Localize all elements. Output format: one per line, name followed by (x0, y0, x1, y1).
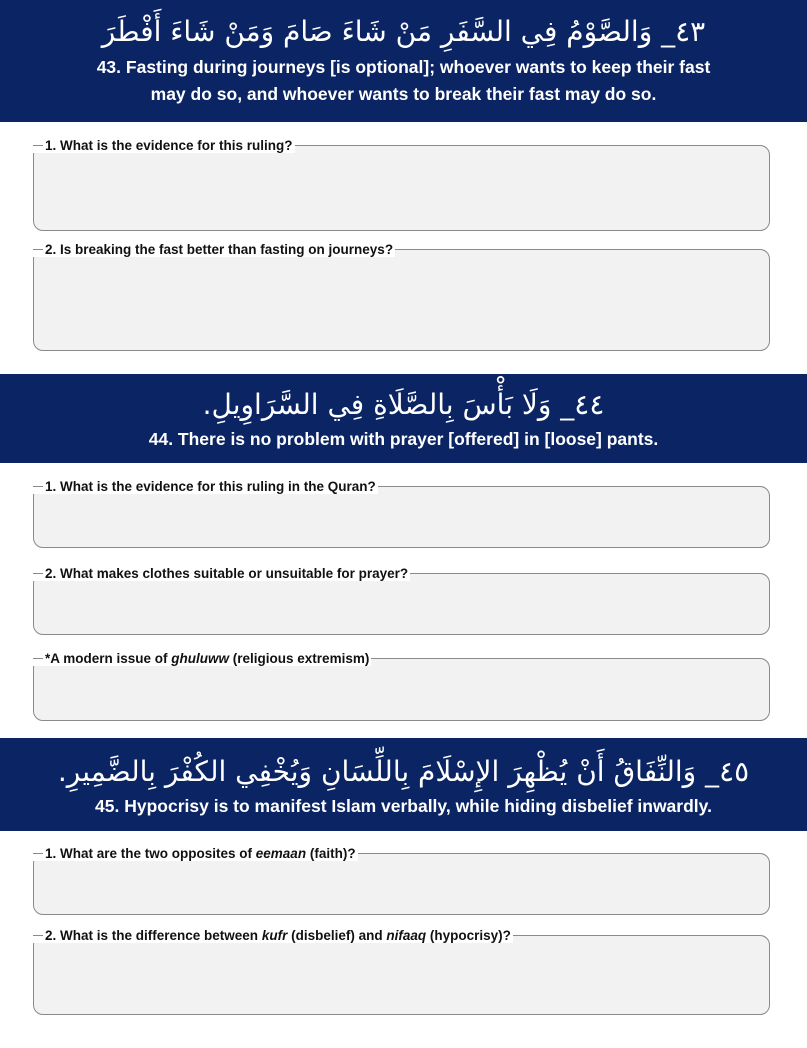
question-text: 2. What makes clothes suitable or unsuitable for prayer? (45, 565, 409, 581)
question-label (34, 650, 769, 666)
question-text: (disbelief) and (287, 927, 387, 943)
arabic-heading: ٤٤_ وَلَا بَأْسَ بِالصَّلَاةِ فِي السَّرَاوِيلِ. (202, 388, 605, 421)
english-heading-line-1: 43. Fasting during journeys [is optional]; whoever wants to keep their fast (96, 57, 711, 77)
english-heading-line-1: 44. There is no problem with prayer [offered] in [loose] pants. (148, 429, 659, 449)
question-label (34, 137, 769, 153)
section-45-banner (0, 738, 807, 831)
question-text: 1. What is the evidence for this ruling in the Quran? (45, 478, 376, 494)
question-text: (faith)? (306, 845, 356, 861)
question-label (34, 565, 769, 581)
answer-box[interactable] (33, 845, 770, 915)
arabic-heading: ٤٣_ وَالصَّوْمُ فِي السَّفَرِ مَنْ شَاءَ صَامَ وَمَنْ شَاءَ أَفْطَرَ (101, 15, 706, 48)
question-label (34, 845, 769, 861)
answer-box[interactable] (33, 241, 770, 351)
english-heading-line-2: may do so, and whoever wants to break their fast may do so. (150, 84, 657, 104)
section-43-banner (0, 0, 807, 122)
question-text: 2. Is breaking the fast better than fasting on journeys? (45, 241, 394, 257)
answer-box[interactable] (33, 650, 770, 721)
question-term: nifaaq (386, 927, 427, 943)
question-term: kufr (261, 927, 288, 943)
label-rule (378, 486, 759, 487)
label-rule (295, 145, 759, 146)
label-rule (371, 658, 759, 659)
question-label (34, 927, 769, 943)
question-text: (religious extremism) (229, 650, 370, 666)
label-rule (358, 853, 759, 854)
label-rule (410, 573, 759, 574)
answer-box[interactable] (33, 478, 770, 548)
question-label (34, 478, 769, 494)
question-term: ghuluww (171, 650, 230, 666)
question-text: 2. What is the difference between (45, 927, 262, 943)
arabic-heading: ٤٥_ وَالنِّفَاقُ أَنْ يُظْهِرَ الإِسْلَامَ بِاللِّسَانِ وَيُخْفِي الكُفْرَ بِالضَّمِيرِ. (57, 755, 750, 788)
english-heading-line-1: 45. Hypocrisy is to manifest Islam verbally, while hiding disbelief inwardly. (95, 796, 712, 816)
answer-box[interactable] (33, 927, 770, 1015)
question-text: (hypocrisy)? (426, 927, 511, 943)
label-rule (513, 935, 759, 936)
answer-box[interactable] (33, 565, 770, 635)
answer-box[interactable] (33, 137, 770, 231)
question-label (34, 241, 769, 257)
question-text: 1. What is the evidence for this ruling? (45, 137, 293, 153)
label-rule (395, 249, 759, 250)
question-text: *A modern issue of (45, 650, 172, 666)
question-term: eemaan (255, 845, 307, 861)
question-text: 1. What are the two opposites of (45, 845, 256, 861)
section-44-banner (0, 374, 807, 463)
